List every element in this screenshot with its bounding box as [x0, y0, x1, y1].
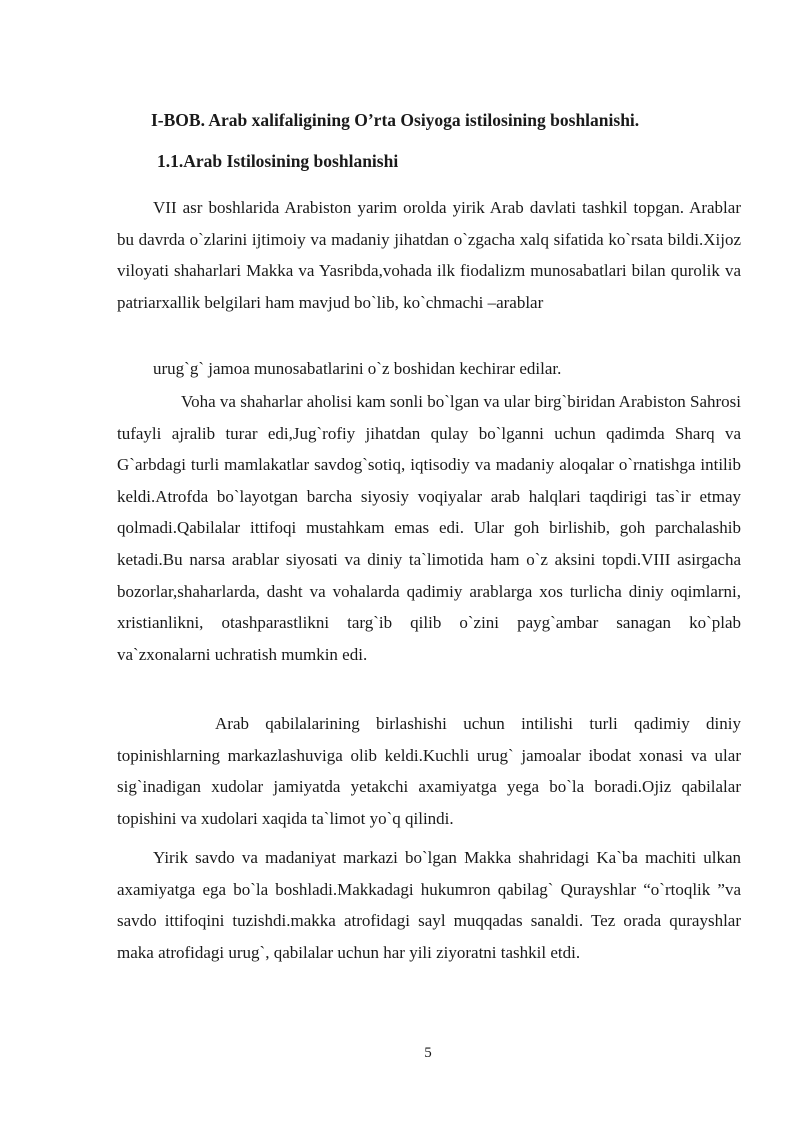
paragraph-1: VII asr boshlarida Arabiston yarim orolda yirik Arab davlati tashkil topgan. Arablar bu davrda o`zlarini ijtimoiy va madaniy jihatdan o`zgacha xalq sifatida ko`rsata bildi.Xijoz viloyati shaharlari Makka va Yasribda,vohada ilk fiodalizm munosabatlari bilan qurolik va patriarxallik belgilari ham mavjud bo`lib, ko`chmachi –arablar [117, 198, 741, 312]
section-title: 1.1.Arab Istilosining boshlanishi [157, 151, 399, 171]
paragraph-5: Yirik savdo va madaniyat markazi bo`lgan Makka shahridagi Ka`ba machiti ulkan axamiyatga ega bo`la boshladi.Makkadagi hukumron qabilag` Qurayshlar “o`rtoqlik ”va savdo ittifoqini tuzishdi.makka atrofidagi sayl muqqadas sanaldi. Tez orada qurayshlar maka atrofidagi urug`, qabilalar uchun har yili ziyoratni tashkil etdi. [117, 848, 741, 962]
chapter-title: I-BOB. Arab xalifaligining O’rta Osiyoga istilosining boshlanishi. [151, 110, 640, 130]
paragraph-4: Arab qabilalarining birlashishi uchun intilishi turli qadimiy diniy topinishlarning markazlashuviga olib keldi.Kuchli urug` jamoalar ibodat xonasi va ular sig`inadigan xudolar jamiyatda yetakchi axamiyatga yega bo`la boradi.Ojiz qabilalar topishini va xudolari xaqida ta`limot yo`q qilindi. [117, 714, 741, 828]
paragraph-3: Voha va shaharlar aholisi kam sonli bo`lgan va ular birg`biridan Arabiston Sahrosi tufayli ajralib turar edi,Jug`rofiy jihatdan qulay bo`lganni uchun qadimda Sharq va G`arbdagi turli mamlakatlar savdog`sotiq, iqtisodiy va madaniy aloqalar o`rnatishga intilib keldi.Atrofda bo`layotgan barcha siyosiy voqiyalar arab halqlari taqdirigi tas`ir etmay qolmadi.Qabilalar ittifoqi mustahkam emas edi. Ular goh birlishib, goh parchalashib ketadi.Bu narsa arablar siyosati va diniy ta`limotida ham o`z aksini topdi.VIII asirgacha bozorlar,shaharlarda, dasht va vohalarda qadimiy arablarga xos turlicha diniy oqimlarni, xristianlikni, otashparastlikni targ`ib qilib o`zini payg`ambar sanagan ko`plab va`zxonalarni uchratish mumkin edi. [117, 392, 741, 664]
paragraph-2: urug`g` jamoa munosabatlarini o`z boshidan kechirar edilar. [153, 359, 562, 378]
page-number: 5 [424, 1045, 432, 1061]
